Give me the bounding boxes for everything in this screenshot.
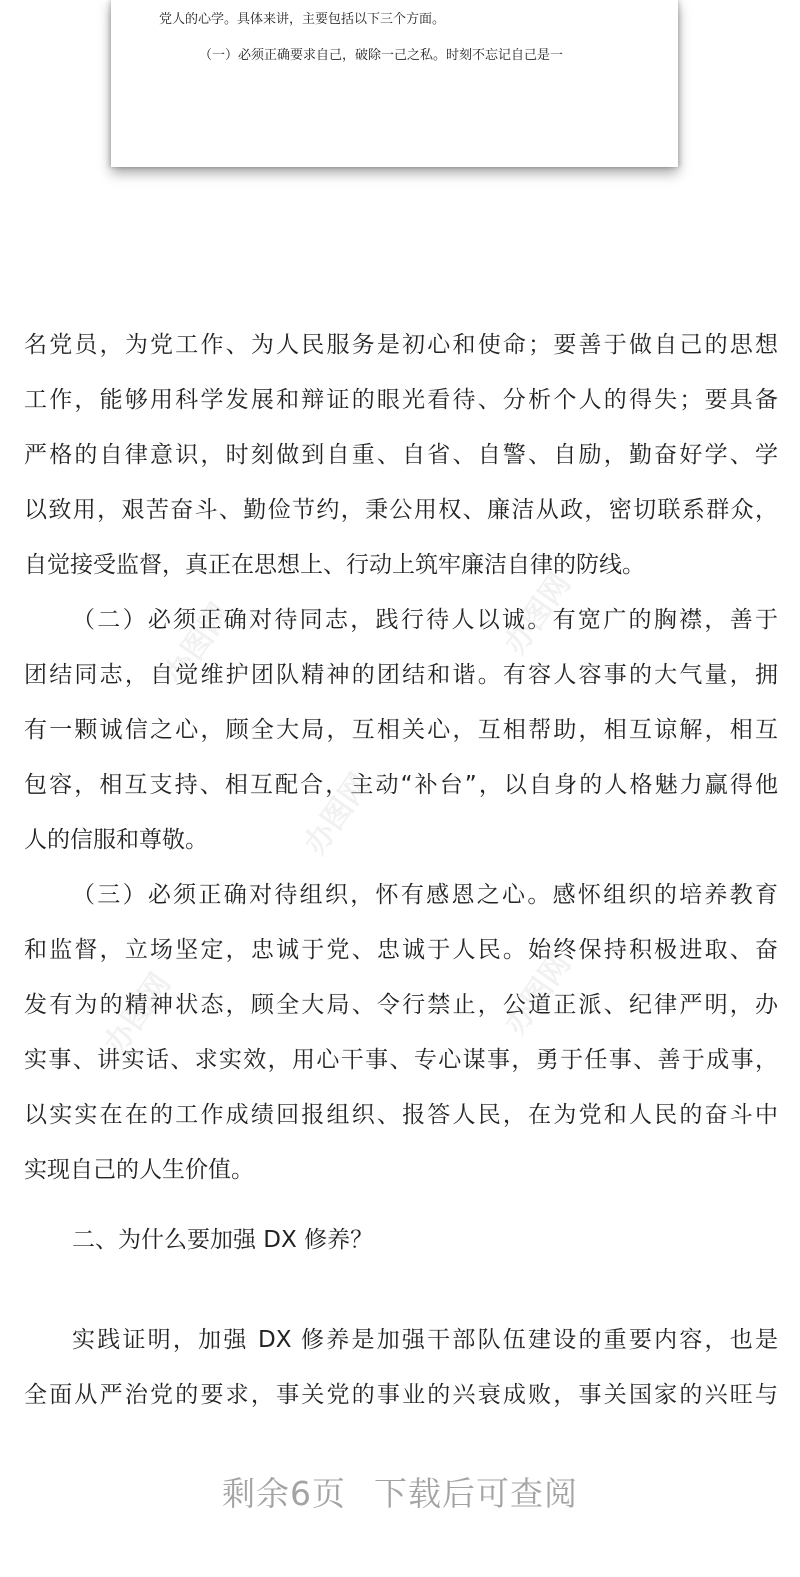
watermark: 办图网 xyxy=(497,567,579,661)
body-line: 和监督，立场坚定，忠诚于党、忠诚于人民。始终保持积极进取、奋 xyxy=(24,937,778,963)
body-line: 严格的自律意识，时刻做到自重、自省、自警、自励，勤奋好学、学 xyxy=(24,442,778,468)
body-line: 包容，相互支持、相互配合，主动“补台”，以自身的人格魅力赢得他 xyxy=(24,772,778,798)
section-heading: 二、为什么要加强 DX 修养？ xyxy=(72,1227,374,1253)
watermark: 办图网 xyxy=(297,767,379,861)
body-line: 自觉接受监督，真正在思想上、行动上筑牢廉洁自律的防线。 xyxy=(24,552,645,578)
watermark: 办图网 xyxy=(497,947,579,1041)
download-prompt-text[interactable]: 下载后可查阅 xyxy=(374,1474,578,1513)
body-line: 实践证明，加强 DX 修养是加强干部队伍建设的重要内容，也是 xyxy=(72,1327,778,1353)
body-line: 有一颗诚信之心，顾全大局，互相关心，互相帮助，相互谅解，相互 xyxy=(24,717,778,743)
remaining-pages-text: 剩余6页 xyxy=(222,1474,346,1513)
preview-page-card xyxy=(111,0,678,167)
body-line: 实现自己的人生价值。 xyxy=(24,1157,254,1183)
body-line: 全面从严治党的要求，事关党的事业的兴衰成败，事关国家的兴旺与 xyxy=(24,1382,778,1408)
body-line: 以实实在在的工作成绩回报组织、报答人民，在为党和人民的奋斗中 xyxy=(24,1102,778,1128)
preview-line-2: （一）必须正确要求自己，破除一己之私。时刻不忘记自己是一 xyxy=(199,48,564,63)
body-line: （三）必须正确对待组织，怀有感恩之心。感怀组织的培养教育 xyxy=(72,882,778,908)
watermark: 办图网 xyxy=(97,967,179,1061)
body-line: 实事、讲实话、求实效，用心干事、专心谋事，勇于任事、善于成事， xyxy=(24,1047,778,1073)
body-line: 人的信服和尊敬。 xyxy=(24,827,208,853)
preview-line-1: 党人的心学。具体来讲，主要包括以下三个方面。 xyxy=(159,12,446,27)
body-line: （二）必须正确对待同志，践行待人以诚。有宽广的胸襟，善于 xyxy=(72,607,778,633)
remaining-pages-banner[interactable] xyxy=(0,1468,800,1515)
body-line: 发有为的精神状态，顾全大局、令行禁止，公道正派、纪律严明，办 xyxy=(24,992,778,1018)
body-line: 名党员，为党工作、为人民服务是初心和使命；要善于做自己的思想 xyxy=(24,332,778,358)
watermark: 办图网 xyxy=(157,597,239,691)
body-line: 以致用，艰苦奋斗、勤俭节约，秉公用权、廉洁从政，密切联系群众， xyxy=(24,497,778,523)
body-line: 工作，能够用科学发展和辩证的眼光看待、分析个人的得失；要具备 xyxy=(24,387,778,413)
body-line: 团结同志，自觉维护团队精神的团结和谐。有容人容事的大气量，拥 xyxy=(24,662,778,688)
